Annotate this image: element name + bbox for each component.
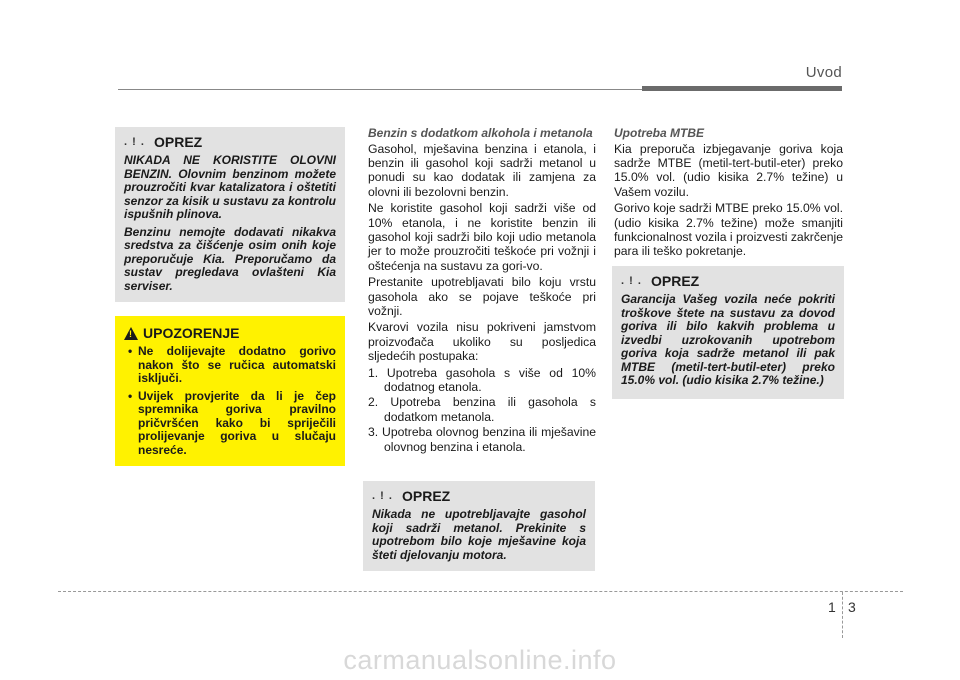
middle-column [368, 127, 596, 455]
caution-title: OPREZ [402, 488, 451, 504]
caution-box-leaded-fuel [115, 127, 345, 302]
warning-item: • Uvijek provjerite da li je čep spremnika goriva pravilno pričvršćen kako bi spriječili prolijevanje goriva u slučaju nesreće. [124, 390, 336, 458]
caution-header [621, 273, 835, 289]
watermark: carmanualsonline.info [343, 645, 617, 675]
body-paragraph: Ne koristite gasohol koji sadrži više od 10% etanola, i ne koristite benzin ili gasohol koji sadrži bilo koji udio metanola jer to može prouzročiti teškoće pri vožnji i oštećenja na sustavu za gori-vo. [368, 201, 596, 273]
caution-text: Garancija Vašeg vozila neće pokriti troškove štete na sustavu za dovod goriva ili bilo kakvih problema u izvedbi uzrokovanih upotrebom goriva koja sadrže metanol ili pak MTBE (metil-tert-butil-eter) preko 15.0% vol. (udio kisika 2.7% težine.) [621, 292, 835, 387]
warranty-exclusion-list [368, 366, 596, 454]
right-column [614, 127, 843, 261]
footer-divider [842, 592, 843, 638]
body-paragraph: Gorivo koje sadrži MTBE preko 15.0% vol. (udio kisika 2.7% težine) može smanjiti funkcionalnost vozila i proizvesti zakrčenje para ili teško pokretanje. [614, 201, 843, 259]
list-item: 2. Upotreba benzina ili gasohola s dodatkom metanola. [368, 395, 596, 424]
warning-item: • Ne dolijevajte dodatno gorivo nakon što se ručica automatski isključi. [124, 345, 336, 386]
chapter-number: 1 [828, 599, 836, 615]
body-paragraph: Kia preporuča izbjegavanje goriva koja sadrže MTBE (metil-tert-butil-eter) preko 15.0% vol. (udio kisika 2.7% težine) u Vašem vozilu. [614, 141, 843, 199]
section-heading-alcohol: Benzin s dodatkom alkohola i metanola [368, 126, 593, 140]
caution-text: Nikada ne upotrebljavajte gasohol koji sadrži metanol. Prekinite s upotrebom bilo koje mješavine koja šteti djelovanju motora. [372, 507, 586, 562]
caution-paragraph-1: NIKADA NE KORISTITE OLOVNI BENZIN. Olovnim benzinom možete prouzročiti kvar katalizatora i oštetiti senzor za kisik u sustavu za kontrolu ispušnih plinova. [124, 153, 336, 221]
page-number: 3 [848, 599, 856, 615]
section-heading-mtbe: Upotreba MTBE [614, 126, 704, 140]
warning-list [124, 345, 336, 457]
caution-icon: . ! . [124, 136, 145, 148]
body-paragraph: Prestanite upotrebljavati bilo koju vrstu gasohola ako se pojave teškoće pri vožnji. [368, 275, 596, 318]
caution-icon: . ! . [621, 275, 642, 287]
warning-triangle-icon [124, 327, 138, 340]
caution-title: OPREZ [651, 273, 700, 289]
caution-paragraph-2: Benzinu nemojte dodavati nikakva sredstva za čišćenje osim onih koje preporučuje Kia. Preporučamo da sustav pregledava ovlašteni Kia serviser. [124, 224, 336, 293]
warning-title: UPOZORENJE [143, 325, 240, 341]
caution-title: OPREZ [154, 134, 203, 150]
section-title: Uvod [805, 64, 842, 81]
warning-header [124, 325, 336, 341]
caution-box-warranty [612, 266, 844, 399]
footer-rule [58, 591, 903, 592]
caution-header [372, 488, 586, 504]
caution-box-methanol [363, 481, 595, 571]
warning-box-refueling [115, 316, 345, 466]
body-paragraph: Kvarovi vozila nisu pokriveni jamstvom proizvođača ukoliko su posljedica sljedećih postupaka: [368, 320, 596, 364]
header-accent-bar [642, 86, 842, 91]
list-item: 3. Upotreba olovnog benzina ili mješavine olovnog benzina i etanola. [368, 425, 596, 454]
caution-icon: . ! . [372, 490, 393, 502]
list-item: 1. Upotreba gasohola s više od 10% dodatnog etanola. [368, 365, 596, 394]
caution-header [124, 134, 336, 150]
body-paragraph: Gasohol, mješavina benzina i etanola, i benzin ili gasohol koji sadrži metanol u ponudi su kao dodatak ili zamjena za olovni ili bezolovni benzin. [368, 141, 596, 199]
